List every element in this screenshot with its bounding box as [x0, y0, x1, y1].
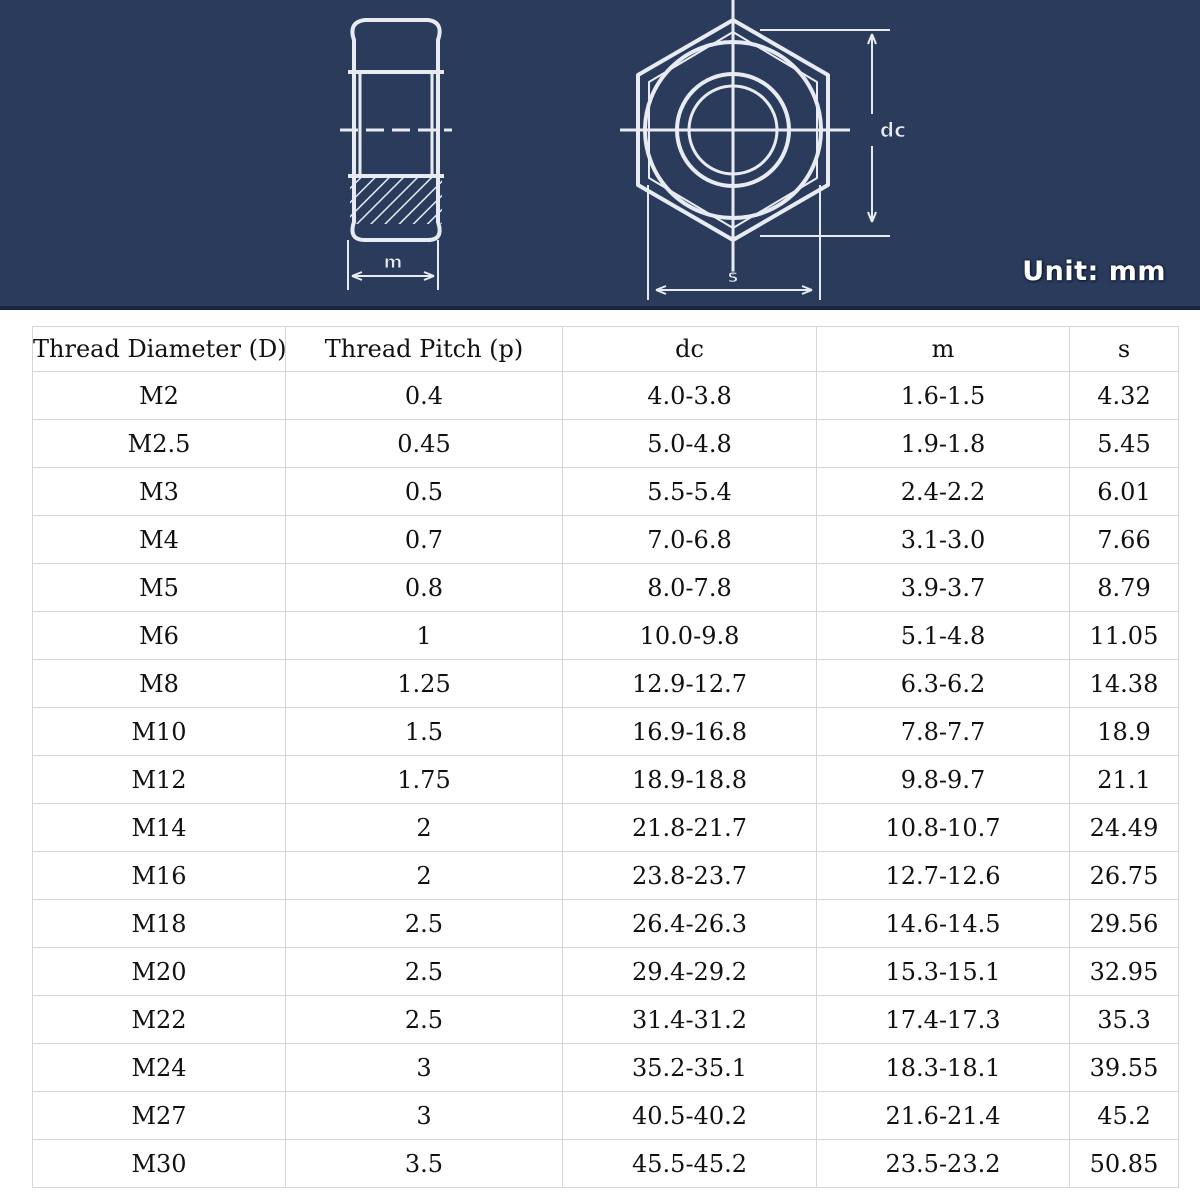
table-row	[33, 852, 1179, 900]
table-row	[33, 804, 1179, 852]
label-dc: dc	[879, 118, 907, 142]
hex-nut-drawing	[0, 0, 1200, 306]
cell-m: 23.5-23.2	[817, 1140, 1070, 1188]
cell-m: 1.6-1.5	[817, 372, 1070, 420]
table-row	[33, 1044, 1179, 1092]
cell-s: 21.1	[1070, 756, 1179, 804]
cell-thread-diameter: M5	[33, 564, 286, 612]
table-row	[33, 468, 1179, 516]
cell-dc: 5.5-5.4	[563, 468, 817, 516]
table-row	[33, 900, 1179, 948]
table-row	[33, 1140, 1179, 1188]
cell-m: 18.3-18.1	[817, 1044, 1070, 1092]
cell-thread-diameter: M2	[33, 372, 286, 420]
cell-thread-pitch: 0.4	[286, 372, 563, 420]
cell-dc: 12.9-12.7	[563, 660, 817, 708]
cell-m: 6.3-6.2	[817, 660, 1070, 708]
cell-s: 5.45	[1070, 420, 1179, 468]
cell-thread-pitch: 1	[286, 612, 563, 660]
label-s: s	[727, 266, 739, 287]
cell-thread-pitch: 2	[286, 852, 563, 900]
cell-m: 21.6-21.4	[817, 1092, 1070, 1140]
cell-thread-pitch: 1.25	[286, 660, 563, 708]
cell-thread-diameter: M4	[33, 516, 286, 564]
cell-thread-diameter: M12	[33, 756, 286, 804]
table-header-row	[33, 327, 1179, 372]
table-row	[33, 708, 1179, 756]
cell-thread-diameter: M18	[33, 900, 286, 948]
cell-thread-diameter: M8	[33, 660, 286, 708]
cell-m: 7.8-7.7	[817, 708, 1070, 756]
cell-thread-diameter: M14	[33, 804, 286, 852]
cell-m: 5.1-4.8	[817, 612, 1070, 660]
cell-dc: 18.9-18.8	[563, 756, 817, 804]
cell-s: 8.79	[1070, 564, 1179, 612]
cell-s: 39.55	[1070, 1044, 1179, 1092]
unit-label: Unit: mm	[1022, 256, 1166, 287]
cell-dc: 7.0-6.8	[563, 516, 817, 564]
cell-dc: 29.4-29.2	[563, 948, 817, 996]
table-row	[33, 516, 1179, 564]
cell-s: 11.05	[1070, 612, 1179, 660]
table-row	[33, 996, 1179, 1044]
cell-thread-diameter: M10	[33, 708, 286, 756]
label-m: m	[383, 252, 403, 273]
cell-dc: 21.8-21.7	[563, 804, 817, 852]
header-s: s	[1070, 327, 1179, 372]
nut-side-view	[340, 20, 452, 290]
cell-dc: 8.0-7.8	[563, 564, 817, 612]
cell-m: 3.9-3.7	[817, 564, 1070, 612]
cell-thread-pitch: 1.75	[286, 756, 563, 804]
cell-thread-diameter: M27	[33, 1092, 286, 1140]
cell-dc: 16.9-16.8	[563, 708, 817, 756]
table-row	[33, 372, 1179, 420]
cell-dc: 35.2-35.1	[563, 1044, 817, 1092]
cell-thread-pitch: 0.5	[286, 468, 563, 516]
cell-s: 35.3	[1070, 996, 1179, 1044]
cell-s: 4.32	[1070, 372, 1179, 420]
header-thread-diameter: Thread Diameter (D)	[33, 327, 286, 372]
table-row	[33, 660, 1179, 708]
cell-thread-pitch: 2	[286, 804, 563, 852]
cell-thread-diameter: M24	[33, 1044, 286, 1092]
table-row	[33, 948, 1179, 996]
cell-s: 26.75	[1070, 852, 1179, 900]
cell-thread-pitch: 0.45	[286, 420, 563, 468]
cell-dc: 5.0-4.8	[563, 420, 817, 468]
table-row	[33, 756, 1179, 804]
cell-thread-pitch: 0.8	[286, 564, 563, 612]
cell-m: 14.6-14.5	[817, 900, 1070, 948]
table-row	[33, 1092, 1179, 1140]
cell-m: 15.3-15.1	[817, 948, 1070, 996]
cell-dc: 45.5-45.2	[563, 1140, 817, 1188]
cell-dc: 23.8-23.7	[563, 852, 817, 900]
cell-s: 32.95	[1070, 948, 1179, 996]
cell-thread-pitch: 3	[286, 1092, 563, 1140]
cell-m: 2.4-2.2	[817, 468, 1070, 516]
cell-thread-pitch: 1.5	[286, 708, 563, 756]
table-body	[33, 372, 1179, 1188]
cell-m: 10.8-10.7	[817, 804, 1070, 852]
cell-thread-diameter: M16	[33, 852, 286, 900]
cell-s: 45.2	[1070, 1092, 1179, 1140]
cell-thread-diameter: M2.5	[33, 420, 286, 468]
table-row	[33, 420, 1179, 468]
spec-table	[32, 326, 1179, 1188]
cell-dc: 40.5-40.2	[563, 1092, 817, 1140]
cell-s: 50.85	[1070, 1140, 1179, 1188]
table-row	[33, 564, 1179, 612]
cell-thread-diameter: M30	[33, 1140, 286, 1188]
cell-thread-pitch: 2.5	[286, 996, 563, 1044]
cell-thread-pitch: 3	[286, 1044, 563, 1092]
cell-s: 24.49	[1070, 804, 1179, 852]
cell-dc: 26.4-26.3	[563, 900, 817, 948]
cell-thread-diameter: M22	[33, 996, 286, 1044]
cell-thread-diameter: M6	[33, 612, 286, 660]
cell-thread-pitch: 2.5	[286, 948, 563, 996]
cell-dc: 10.0-9.8	[563, 612, 817, 660]
header-dc: dc	[563, 327, 817, 372]
cell-thread-pitch: 3.5	[286, 1140, 563, 1188]
cell-thread-diameter: M3	[33, 468, 286, 516]
table-row	[33, 612, 1179, 660]
cell-thread-diameter: M20	[33, 948, 286, 996]
cell-s: 18.9	[1070, 708, 1179, 756]
cell-dc: 31.4-31.2	[563, 996, 817, 1044]
cell-m: 3.1-3.0	[817, 516, 1070, 564]
spec-table-container	[32, 326, 1178, 1188]
cell-dc: 4.0-3.8	[563, 372, 817, 420]
cell-s: 14.38	[1070, 660, 1179, 708]
cell-m: 1.9-1.8	[817, 420, 1070, 468]
cell-s: 6.01	[1070, 468, 1179, 516]
cell-m: 9.8-9.7	[817, 756, 1070, 804]
cell-thread-pitch: 2.5	[286, 900, 563, 948]
cell-s: 29.56	[1070, 900, 1179, 948]
header-thread-pitch: Thread Pitch (p)	[286, 327, 563, 372]
cell-m: 17.4-17.3	[817, 996, 1070, 1044]
cell-m: 12.7-12.6	[817, 852, 1070, 900]
cell-s: 7.66	[1070, 516, 1179, 564]
cell-thread-pitch: 0.7	[286, 516, 563, 564]
nut-front-view	[620, 0, 890, 300]
diagram-banner	[0, 0, 1200, 310]
header-m: m	[817, 327, 1070, 372]
